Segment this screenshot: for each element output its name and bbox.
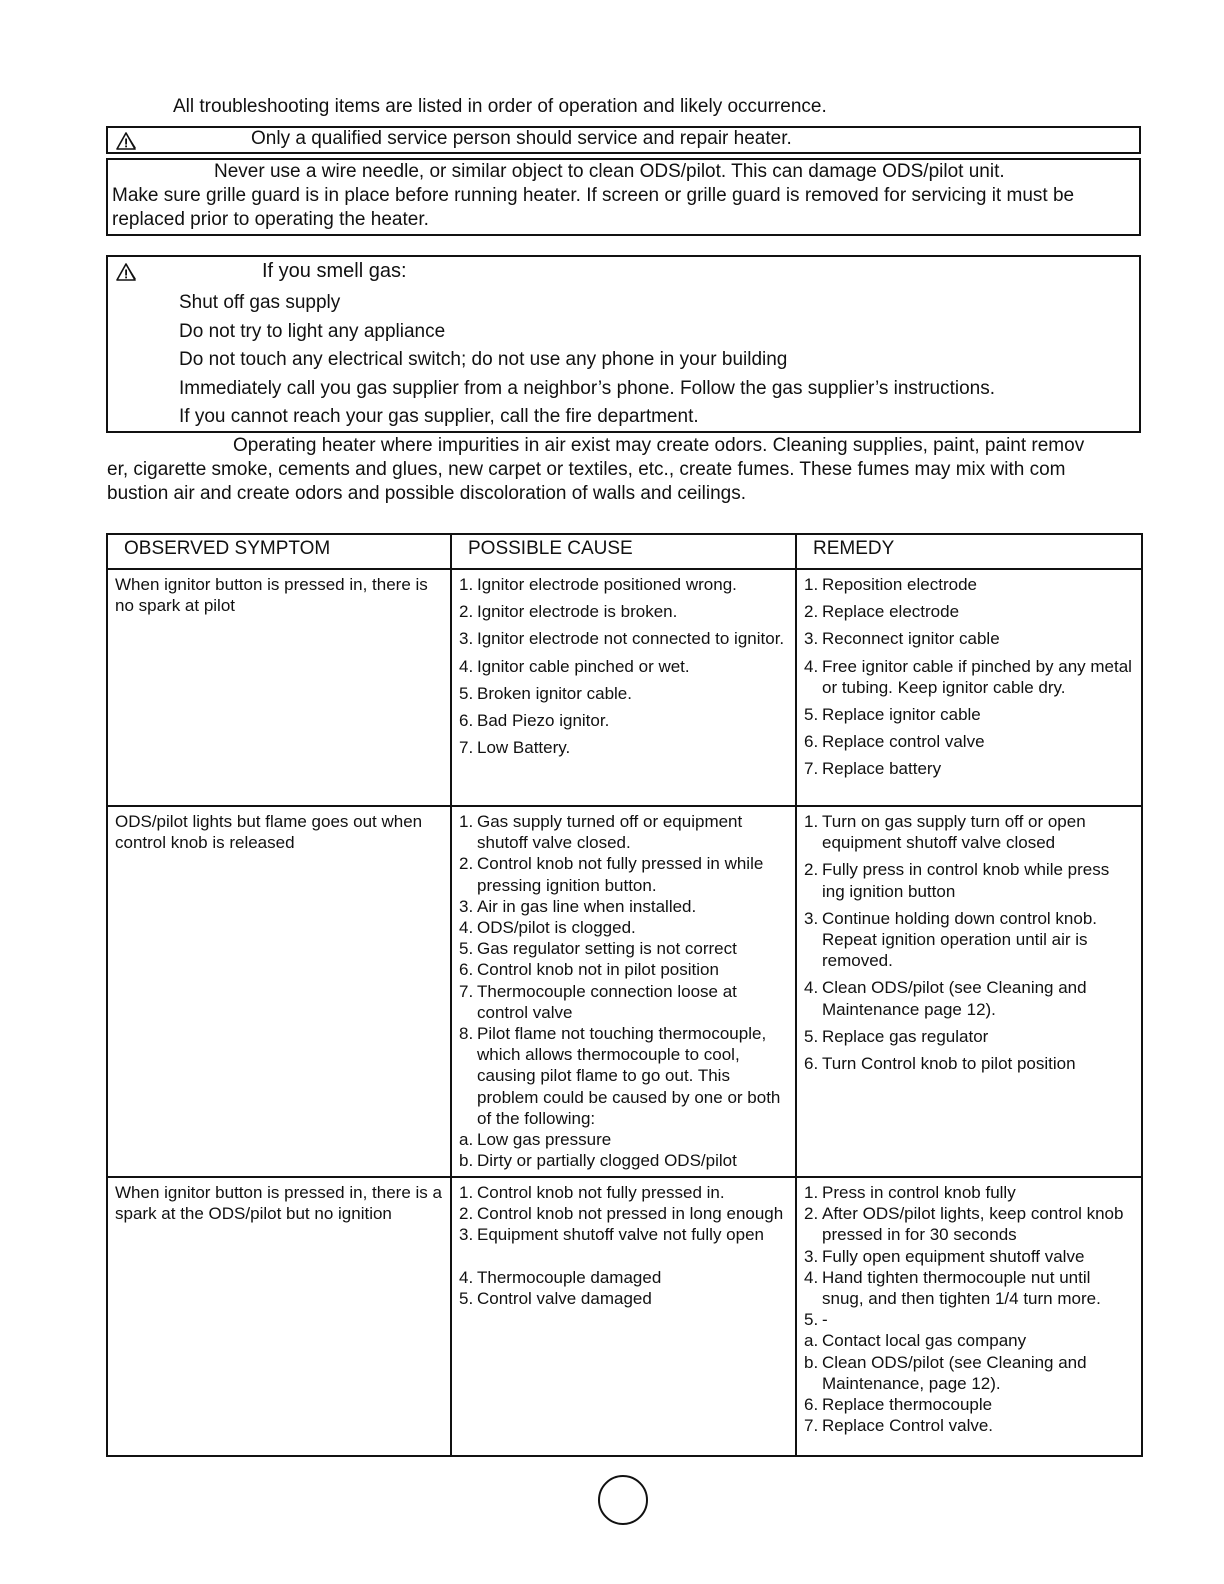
list-item: [459, 683, 788, 704]
list-item-text: Gas regulator setting is not correct: [477, 939, 737, 959]
list-item: [459, 1023, 788, 1129]
list-item-number: 1.: [804, 575, 819, 594]
list-item-text: Ignitor cable pinched or wet.: [477, 656, 690, 676]
list-item-text: Pilot flame not touching thermocouple, which allows thermocouple to cool, causing pilot flame to go out. This problem could be caused by one or both of the following:: [477, 1024, 781, 1128]
list-item-number: 3.: [804, 1246, 819, 1266]
list-item-text: Fully open equipment shutoff valve: [822, 1246, 1085, 1266]
header-possible-cause: POSSIBLE CAUSE: [451, 534, 796, 569]
list-item-text: Air in gas line when installed.: [477, 896, 697, 916]
list-item-number: 4.: [459, 1267, 474, 1287]
list-item: [804, 1352, 1134, 1394]
list-item-number: 2.: [459, 602, 474, 622]
odor-note-line-2: er, cigarette smoke, cements and glues, new carpet or textiles, etc., create fumes. These fumes may mix with com: [107, 459, 1066, 480]
table-row: [107, 1177, 1142, 1456]
list-item: [459, 601, 788, 622]
list-item-number: 8.: [459, 1024, 474, 1044]
list-item-number: 1.: [459, 1183, 474, 1202]
list-item-text: Turn on gas supply turn off or open equipment shutoff valve closed: [822, 812, 1086, 853]
list-item: [804, 656, 1134, 698]
list-item-number: a.: [459, 1130, 474, 1150]
gas-warning-title: If you smell gas:: [262, 260, 407, 282]
header-remedy: REMEDY: [796, 534, 1142, 569]
odor-note-line-1: Operating heater where impurities in air exist may create odors. Cleaning supplies, paint, paint remov: [233, 435, 1085, 456]
list-item: [459, 1182, 788, 1203]
list-item-number: 3.: [459, 896, 474, 916]
gas-warning-box: [106, 255, 1141, 433]
table-header-row: [107, 534, 1142, 569]
list-item: [804, 977, 1134, 1019]
list-item: [804, 574, 1134, 595]
list-item-text: Reposition electrode: [822, 575, 977, 594]
list-item-number: 4.: [804, 978, 819, 998]
list-item-text: After ODS/pilot lights, keep control knob pressed in for 30 seconds: [822, 1204, 1124, 1245]
list-item-text: Dirty or partially clogged ODS/pilot: [477, 1151, 737, 1171]
list-item-text: Fully press in control knob while press ing ignition button: [822, 860, 1110, 901]
list-item: [459, 710, 788, 731]
list-item-number: 5.: [804, 1026, 819, 1046]
list-item: [804, 731, 1134, 752]
gas-warning-item: Do not touch any electrical switch; do not use any phone in your building: [179, 349, 788, 370]
list-item: [459, 811, 788, 853]
list-item-number: 5.: [459, 939, 474, 959]
gas-warning-item: Do not try to light any appliance: [179, 321, 446, 342]
warning-triangle-icon: [116, 263, 136, 281]
remedy-list: [796, 1177, 1142, 1456]
list-item: [804, 908, 1134, 972]
list-item-text: Replace Control valve.: [822, 1416, 994, 1436]
list-item-number: 2.: [804, 1204, 819, 1224]
list-item-text: Bad Piezo ignitor.: [477, 711, 610, 731]
list-item: [804, 1309, 1134, 1330]
list-item-number: b.: [804, 1352, 819, 1372]
list-item: [459, 1288, 788, 1309]
list-item-number: 5.: [459, 683, 474, 703]
list-item: [804, 1053, 1134, 1074]
list-item: [459, 959, 788, 980]
list-item-number: 2.: [459, 854, 474, 874]
caution-line-3: replaced prior to operating the heater.: [112, 209, 429, 230]
list-item-text: Contact local gas company: [822, 1331, 1027, 1351]
list-item-text: Control knob not in pilot position: [477, 960, 719, 980]
list-item-text: ODS/pilot is clogged.: [477, 918, 636, 938]
list-item-text: Replace ignitor cable: [822, 705, 981, 725]
list-item-text: Reconnect ignitor cable: [822, 629, 1000, 649]
list-item: [459, 628, 788, 649]
page-number-circle: [598, 1475, 648, 1525]
list-item-number: 4.: [804, 656, 819, 676]
list-item-text: Ignitor electrode is broken.: [477, 602, 678, 622]
list-item: [804, 1246, 1134, 1267]
list-item-number: 1.: [459, 575, 474, 594]
cause-list: [451, 1177, 796, 1456]
list-item-text: Replace thermocouple: [822, 1395, 993, 1415]
odor-note-line-3: bustion air and create odors and possible discoloration of walls and ceilings.: [107, 483, 746, 504]
list-item-number: a.: [804, 1331, 819, 1351]
list-item: [804, 1026, 1134, 1047]
list-item-number: 3.: [459, 629, 474, 649]
cause-list: [451, 806, 796, 1177]
list-item: [804, 1182, 1134, 1203]
list-item-number: 7.: [804, 759, 819, 779]
list-item-text: Clean ODS/pilot (see Cleaning and Maintenance page 12).: [822, 978, 1087, 1019]
list-item-text: Hand tighten thermocouple nut until snug, and then tighten 1/4 turn more.: [822, 1267, 1101, 1309]
symptom-cell: When ignitor button is pressed in, there is no spark at pilot: [107, 569, 451, 806]
list-item: [459, 853, 788, 895]
gas-warning-item: Shut off gas supply: [179, 292, 341, 313]
list-item: [804, 1267, 1134, 1309]
list-item-number: 4.: [459, 918, 474, 938]
header-observed-symptom: OBSERVED SYMPTOM: [107, 534, 451, 569]
list-item: [459, 656, 788, 677]
list-item-number: 3.: [804, 908, 819, 928]
list-item-text: Thermocouple connection loose at control valve: [477, 981, 737, 1022]
list-item: [804, 704, 1134, 725]
list-item-text: Low gas pressure: [477, 1130, 612, 1150]
gas-warning-item: If you cannot reach your gas supplier, call the fire department.: [179, 406, 699, 427]
list-item: [804, 1203, 1134, 1245]
odor-note: [107, 434, 1137, 506]
list-item: [459, 1224, 788, 1245]
list-item-number: 5.: [804, 1310, 819, 1330]
list-item-text: Replace electrode: [822, 602, 960, 622]
caution-line-1: Never use a wire needle, or similar object to clean ODS/pilot. This can damage ODS/pilot unit.: [214, 161, 1005, 182]
list-item-text: Clean ODS/pilot (see Cleaning and Maintenance, page 12).: [822, 1352, 1087, 1393]
list-item-number: 4.: [804, 1267, 819, 1287]
list-item: [804, 1330, 1134, 1351]
list-item: [804, 1415, 1134, 1436]
list-item-number: b.: [459, 1151, 474, 1171]
list-item: [804, 811, 1134, 853]
list-item-number: 6.: [804, 732, 819, 752]
list-item-number: 1.: [804, 812, 819, 831]
list-item: [804, 1394, 1134, 1415]
table-row: [107, 806, 1142, 1177]
list-item-number: 3.: [804, 629, 819, 649]
intro-text: All troubleshooting items are listed in order of operation and likely occurrence.: [173, 96, 827, 117]
list-item-number: 1.: [459, 812, 474, 831]
list-item-text: Ignitor electrode not connected to ignitor.: [477, 629, 785, 649]
list-item: [804, 628, 1134, 649]
list-item-number: 2.: [804, 602, 819, 622]
symptom-cell: When ignitor button is pressed in, there is a spark at the ODS/pilot but no ignition: [107, 1177, 451, 1456]
list-item-text: Turn Control knob to pilot position: [822, 1054, 1076, 1074]
list-item: [459, 1267, 788, 1288]
list-item-number: 4.: [459, 656, 474, 676]
list-item: [804, 601, 1134, 622]
list-item-text: Gas supply turned off or equipment shutoff valve closed.: [477, 812, 743, 853]
list-item: [804, 859, 1134, 901]
list-item-number: 7.: [804, 1416, 819, 1436]
list-item-text: Broken ignitor cable.: [477, 683, 632, 703]
list-item-text: Continue holding down control knob. Repeat ignition operation until air is removed.: [822, 908, 1098, 971]
list-item-text: Replace battery: [822, 759, 942, 779]
table-row: [107, 569, 1142, 806]
list-item-number: 6.: [804, 1054, 819, 1074]
gas-warning-item: Immediately call you gas supplier from a neighbor’s phone. Follow the gas supplier’s instructions.: [179, 378, 996, 399]
list-item-number: 6.: [804, 1395, 819, 1415]
list-item-text: Low Battery.: [477, 738, 571, 758]
list-item-text: Equipment shutoff valve not fully open: [477, 1225, 764, 1245]
list-item-number: 5.: [459, 1288, 474, 1308]
symptom-cell: ODS/pilot lights but flame goes out when control knob is released: [107, 806, 451, 1177]
list-item-number: 7.: [459, 981, 474, 1001]
list-item-number: 1.: [804, 1183, 819, 1202]
remedy-list: [796, 806, 1142, 1177]
list-item-number: 7.: [459, 738, 474, 758]
list-item: [459, 917, 788, 938]
list-item-text: Press in control knob fully: [822, 1183, 1016, 1202]
list-item-text: Control knob not pressed in long enough: [477, 1204, 784, 1224]
list-item: [459, 737, 788, 758]
list-item: [459, 574, 788, 595]
troubleshooting-table: [106, 533, 1143, 1457]
list-item-text: Control knob not fully pressed in.: [477, 1183, 725, 1202]
list-item: [459, 981, 788, 1023]
warning-triangle-icon: [116, 132, 136, 150]
list-item-number: 3.: [459, 1225, 474, 1245]
list-item-number: 5.: [804, 705, 819, 725]
list-item-number: 2.: [804, 860, 819, 880]
list-item: [459, 1150, 788, 1171]
cause-list: [451, 569, 796, 806]
list-item: [459, 1203, 788, 1224]
list-item-text: Replace control valve: [822, 732, 985, 752]
list-item: [459, 896, 788, 917]
service-warning-text: Only a qualified service person should service and repair heater.: [251, 128, 792, 149]
remedy-list: [796, 569, 1142, 806]
list-item-text: Control valve damaged: [477, 1288, 652, 1308]
caution-box: [106, 158, 1141, 236]
list-item-text: Control knob not fully pressed in while pressing ignition button.: [477, 854, 764, 895]
caution-line-2: Make sure grille guard is in place before running heater. If screen or grille guard is removed for servicing it must be: [112, 185, 1075, 206]
list-item-text: Thermocouple damaged: [477, 1267, 662, 1287]
list-item-text: Free ignitor cable if pinched by any metal or tubing. Keep ignitor cable dry.: [822, 656, 1132, 697]
list-item-text: Replace gas regulator: [822, 1026, 989, 1046]
list-item-text: -: [822, 1310, 828, 1330]
list-item: [459, 1129, 788, 1150]
list-item-number: 2.: [459, 1204, 474, 1224]
list-item: [459, 938, 788, 959]
service-warning-box: [106, 126, 1141, 154]
list-item: [804, 758, 1134, 779]
list-item-number: 6.: [459, 711, 474, 731]
list-item-number: 6.: [459, 960, 474, 980]
list-item-text: Ignitor electrode positioned wrong.: [477, 575, 737, 594]
